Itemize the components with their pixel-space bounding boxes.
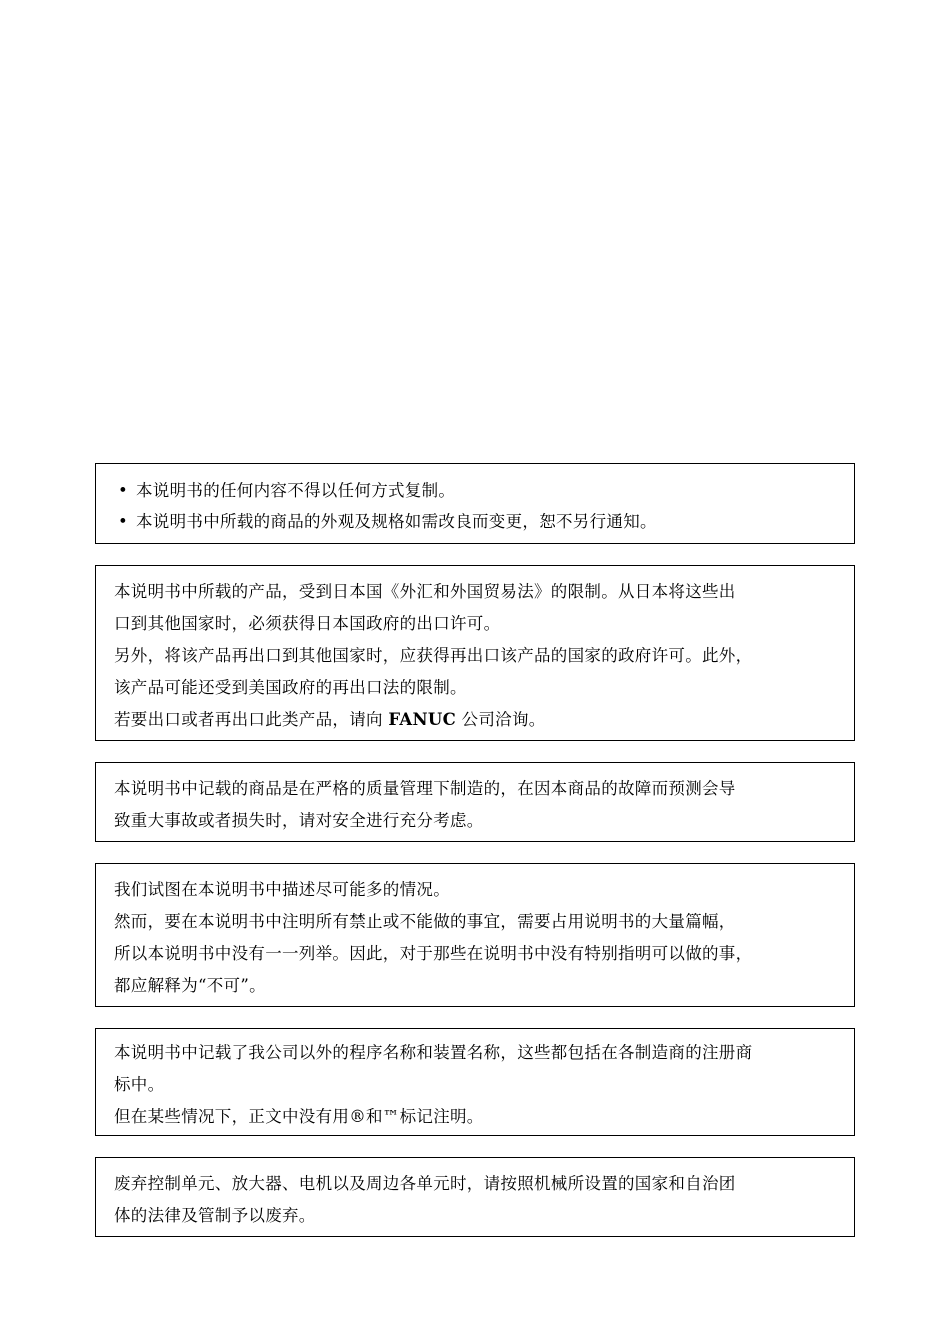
copyright-notice-box [95, 463, 855, 544]
company-name: FANUC [388, 710, 457, 729]
scope-limitation-notice-box [95, 863, 855, 1007]
disposal-notice-box [95, 1157, 855, 1237]
trademark-notice-line: 但在某些情况下，正文中没有用®和™标记注明。 [114, 1107, 484, 1126]
quality-notice-line: 致重大事故或者损失时，请对安全进行充分考虑。 [114, 811, 484, 830]
disposal-notice-line: 体的法律及管制予以废弃。 [114, 1206, 316, 1225]
trademark-notice-box [95, 1028, 855, 1136]
scope-notice-line: 都应解释为“不可”。 [114, 976, 266, 995]
export-notice-line: 另外，将该产品再出口到其他国家时，应获得再出口该产品的国家的政府许可。此外， [114, 646, 753, 665]
bullet-icon: • [117, 512, 129, 531]
export-control-notice-box [95, 565, 855, 741]
export-notice-line: 本说明书中所载的产品，受到日本国《外汇和外国贸易法》的限制。从日本将这些出 [114, 582, 736, 601]
export-contact-line: 若要出口或者再出口此类产品，请向 FANUC 公司洽询。 [114, 710, 546, 729]
scope-notice-line: 然而，要在本说明书中注明所有禁止或不能做的事宜，需要占用说明书的大量篇幅， [114, 912, 736, 931]
disposal-notice-line: 废弃控制单元、放大器、电机以及周边各单元时，请按照机械所设置的国家和自治团 [114, 1174, 736, 1193]
trademark-notice-line: 标中。 [114, 1075, 165, 1094]
scope-notice-line: 我们试图在本说明书中描述尽可能多的情况。 [114, 880, 450, 899]
bullet-icon: • [117, 481, 129, 500]
copyright-notice-item: • 本说明书中所载的商品的外观及规格如需改良而变更，恕不另行通知。 [110, 506, 836, 537]
quality-notice-line: 本说明书中记载的商品是在严格的质量管理下制造的，在因本商品的故障而预测会导 [114, 779, 736, 798]
export-notice-line: 该产品可能还受到美国政府的再出口法的限制。 [114, 678, 467, 697]
scope-notice-line: 所以本说明书中没有一一列举。因此，对于那些在说明书中没有特别指明可以做的事， [114, 944, 753, 963]
quality-safety-notice-box [95, 762, 855, 842]
copyright-notice-item: • 本说明书的任何内容不得以任何方式复制。 [110, 475, 836, 506]
export-notice-line: 口到其他国家时，必须获得日本国政府的出口许可。 [114, 614, 501, 633]
trademark-notice-line: 本说明书中记载了我公司以外的程序名称和装置名称，这些都包括在各制造商的注册商 [114, 1043, 753, 1062]
